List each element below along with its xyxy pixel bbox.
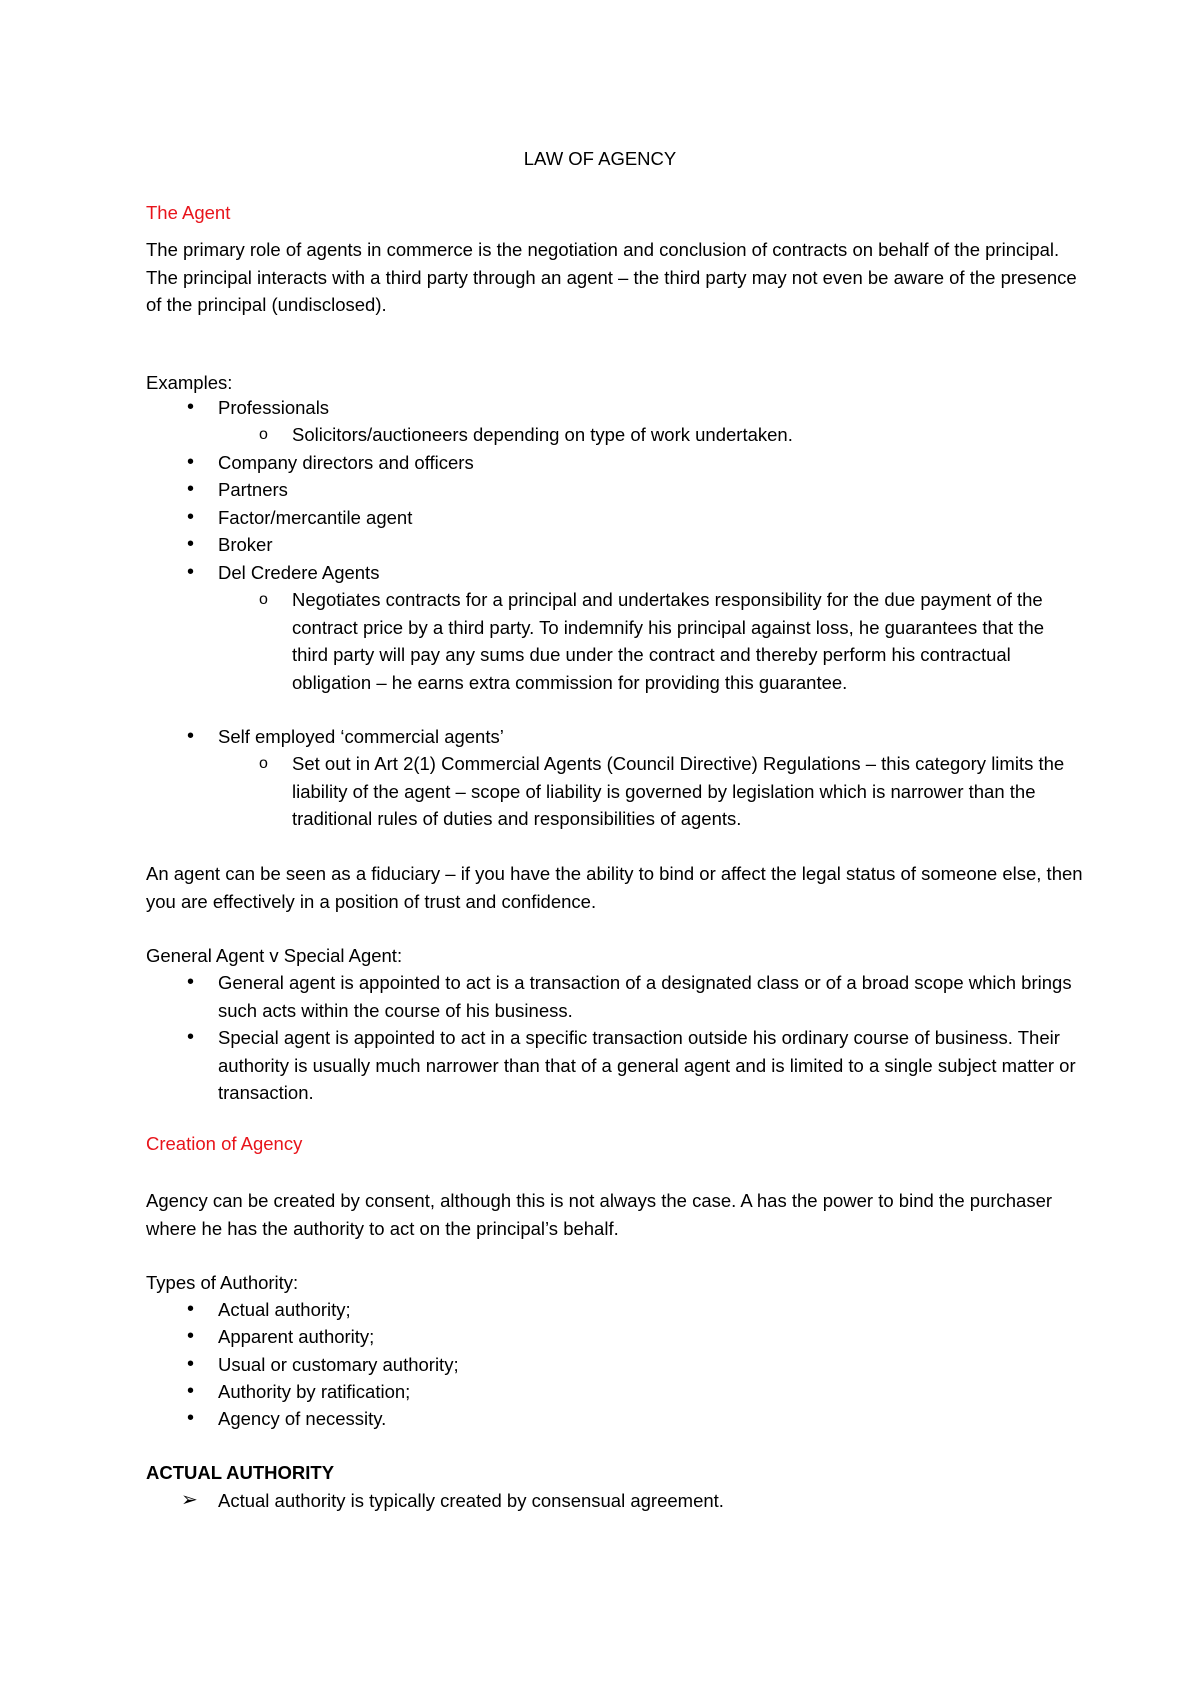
- general-special-label: General Agent v Special Agent:: [146, 945, 403, 966]
- list-item: Self employed ‘commercial agents’: [218, 726, 504, 747]
- sub-bullet-marker: o: [259, 755, 268, 772]
- sub-bullet-marker: o: [259, 591, 268, 608]
- bullet-marker: •: [187, 478, 195, 500]
- bullet-marker: •: [187, 561, 195, 583]
- list-item: Apparent authority;: [218, 1326, 375, 1347]
- bullet-marker: •: [187, 396, 195, 418]
- section-heading-the-agent: The Agent: [146, 202, 231, 223]
- list-item: Actual authority;: [218, 1299, 351, 1320]
- list-item: Professionals: [218, 397, 330, 418]
- fiduciary-paragraph: An agent can be seen as a fiduciary – if you have the ability to bind or affect the legal status of someone else, then you are effectively in a position of trust and confidence.: [146, 863, 1083, 912]
- list-item: Authority by ratification;: [218, 1381, 411, 1402]
- list-item: General agent is appointed to act is a transaction of a designated class or of a broad scope which brings such acts within the course of his business.: [218, 972, 1072, 1021]
- bullet-marker: •: [187, 451, 195, 473]
- list-item: Usual or customary authority;: [218, 1354, 459, 1375]
- bullet-marker: •: [187, 725, 195, 747]
- list-item: Special agent is appointed to act in a specific transaction outside his ordinary course of business. Their authority is usually much narrower than that of a general agent and is limited to a single subject matter or transaction.: [218, 1027, 1076, 1103]
- types-label: Types of Authority:: [146, 1272, 299, 1293]
- arrow-bullet-icon: ➢: [181, 1489, 198, 1511]
- section-heading-creation-of-agency: Creation of Agency: [146, 1133, 303, 1154]
- list-item: Agency of necessity.: [218, 1408, 387, 1429]
- list-item: Company directors and officers: [218, 452, 474, 473]
- list-item: Broker: [218, 534, 273, 555]
- bullet-marker: •: [187, 1407, 195, 1429]
- list-item: Del Credere Agents: [218, 562, 380, 583]
- list-item: Negotiates contracts for a principal and undertakes responsibility for the due payment of the contract price by a third party. To indemnify his principal against loss, he guarantees that the third party will pay any sums due under the contract and thereby perform his contractual obligation – he earns extra commission for providing this guarantee.: [292, 589, 1045, 693]
- creation-intro-paragraph: Agency can be created by consent, although this is not always the case. A has the power to bind the purchaser where he has the authority to act on the principal’s behalf.: [146, 1190, 1053, 1239]
- list-item: Partners: [218, 479, 288, 500]
- list-item: Factor/mercantile agent: [218, 507, 413, 528]
- bullet-marker: •: [187, 1353, 195, 1375]
- bullet-marker: •: [187, 1380, 195, 1402]
- agent-intro-paragraph: The primary role of agents in commerce is the negotiation and conclusion of contracts on behalf of the principal. The principal interacts with a third party through an agent – the third party may not even be aware of the presence of the principal (undisclosed).: [146, 239, 1077, 315]
- bullet-marker: •: [187, 971, 195, 993]
- document-title: LAW OF AGENCY: [523, 148, 677, 169]
- bullet-marker: •: [187, 506, 195, 528]
- bullet-marker: •: [187, 1325, 195, 1347]
- list-item: Solicitors/auctioneers depending on type of work undertaken.: [292, 424, 793, 445]
- sub-bullet-marker: o: [259, 426, 268, 443]
- examples-label: Examples:: [146, 372, 233, 393]
- bullet-marker: •: [187, 1298, 195, 1320]
- bullet-marker: •: [187, 533, 195, 555]
- bullet-marker: •: [187, 1026, 195, 1048]
- section-heading-actual-authority: ACTUAL AUTHORITY: [146, 1462, 335, 1483]
- list-item: Actual authority is typically created by consensual agreement.: [218, 1490, 724, 1511]
- list-item: Set out in Art 2(1) Commercial Agents (Council Directive) Regulations – this category limits the liability of the agent – scope of liability is governed by legislation which is narrower than the traditional rules of duties and responsibilities of agents.: [292, 753, 1065, 829]
